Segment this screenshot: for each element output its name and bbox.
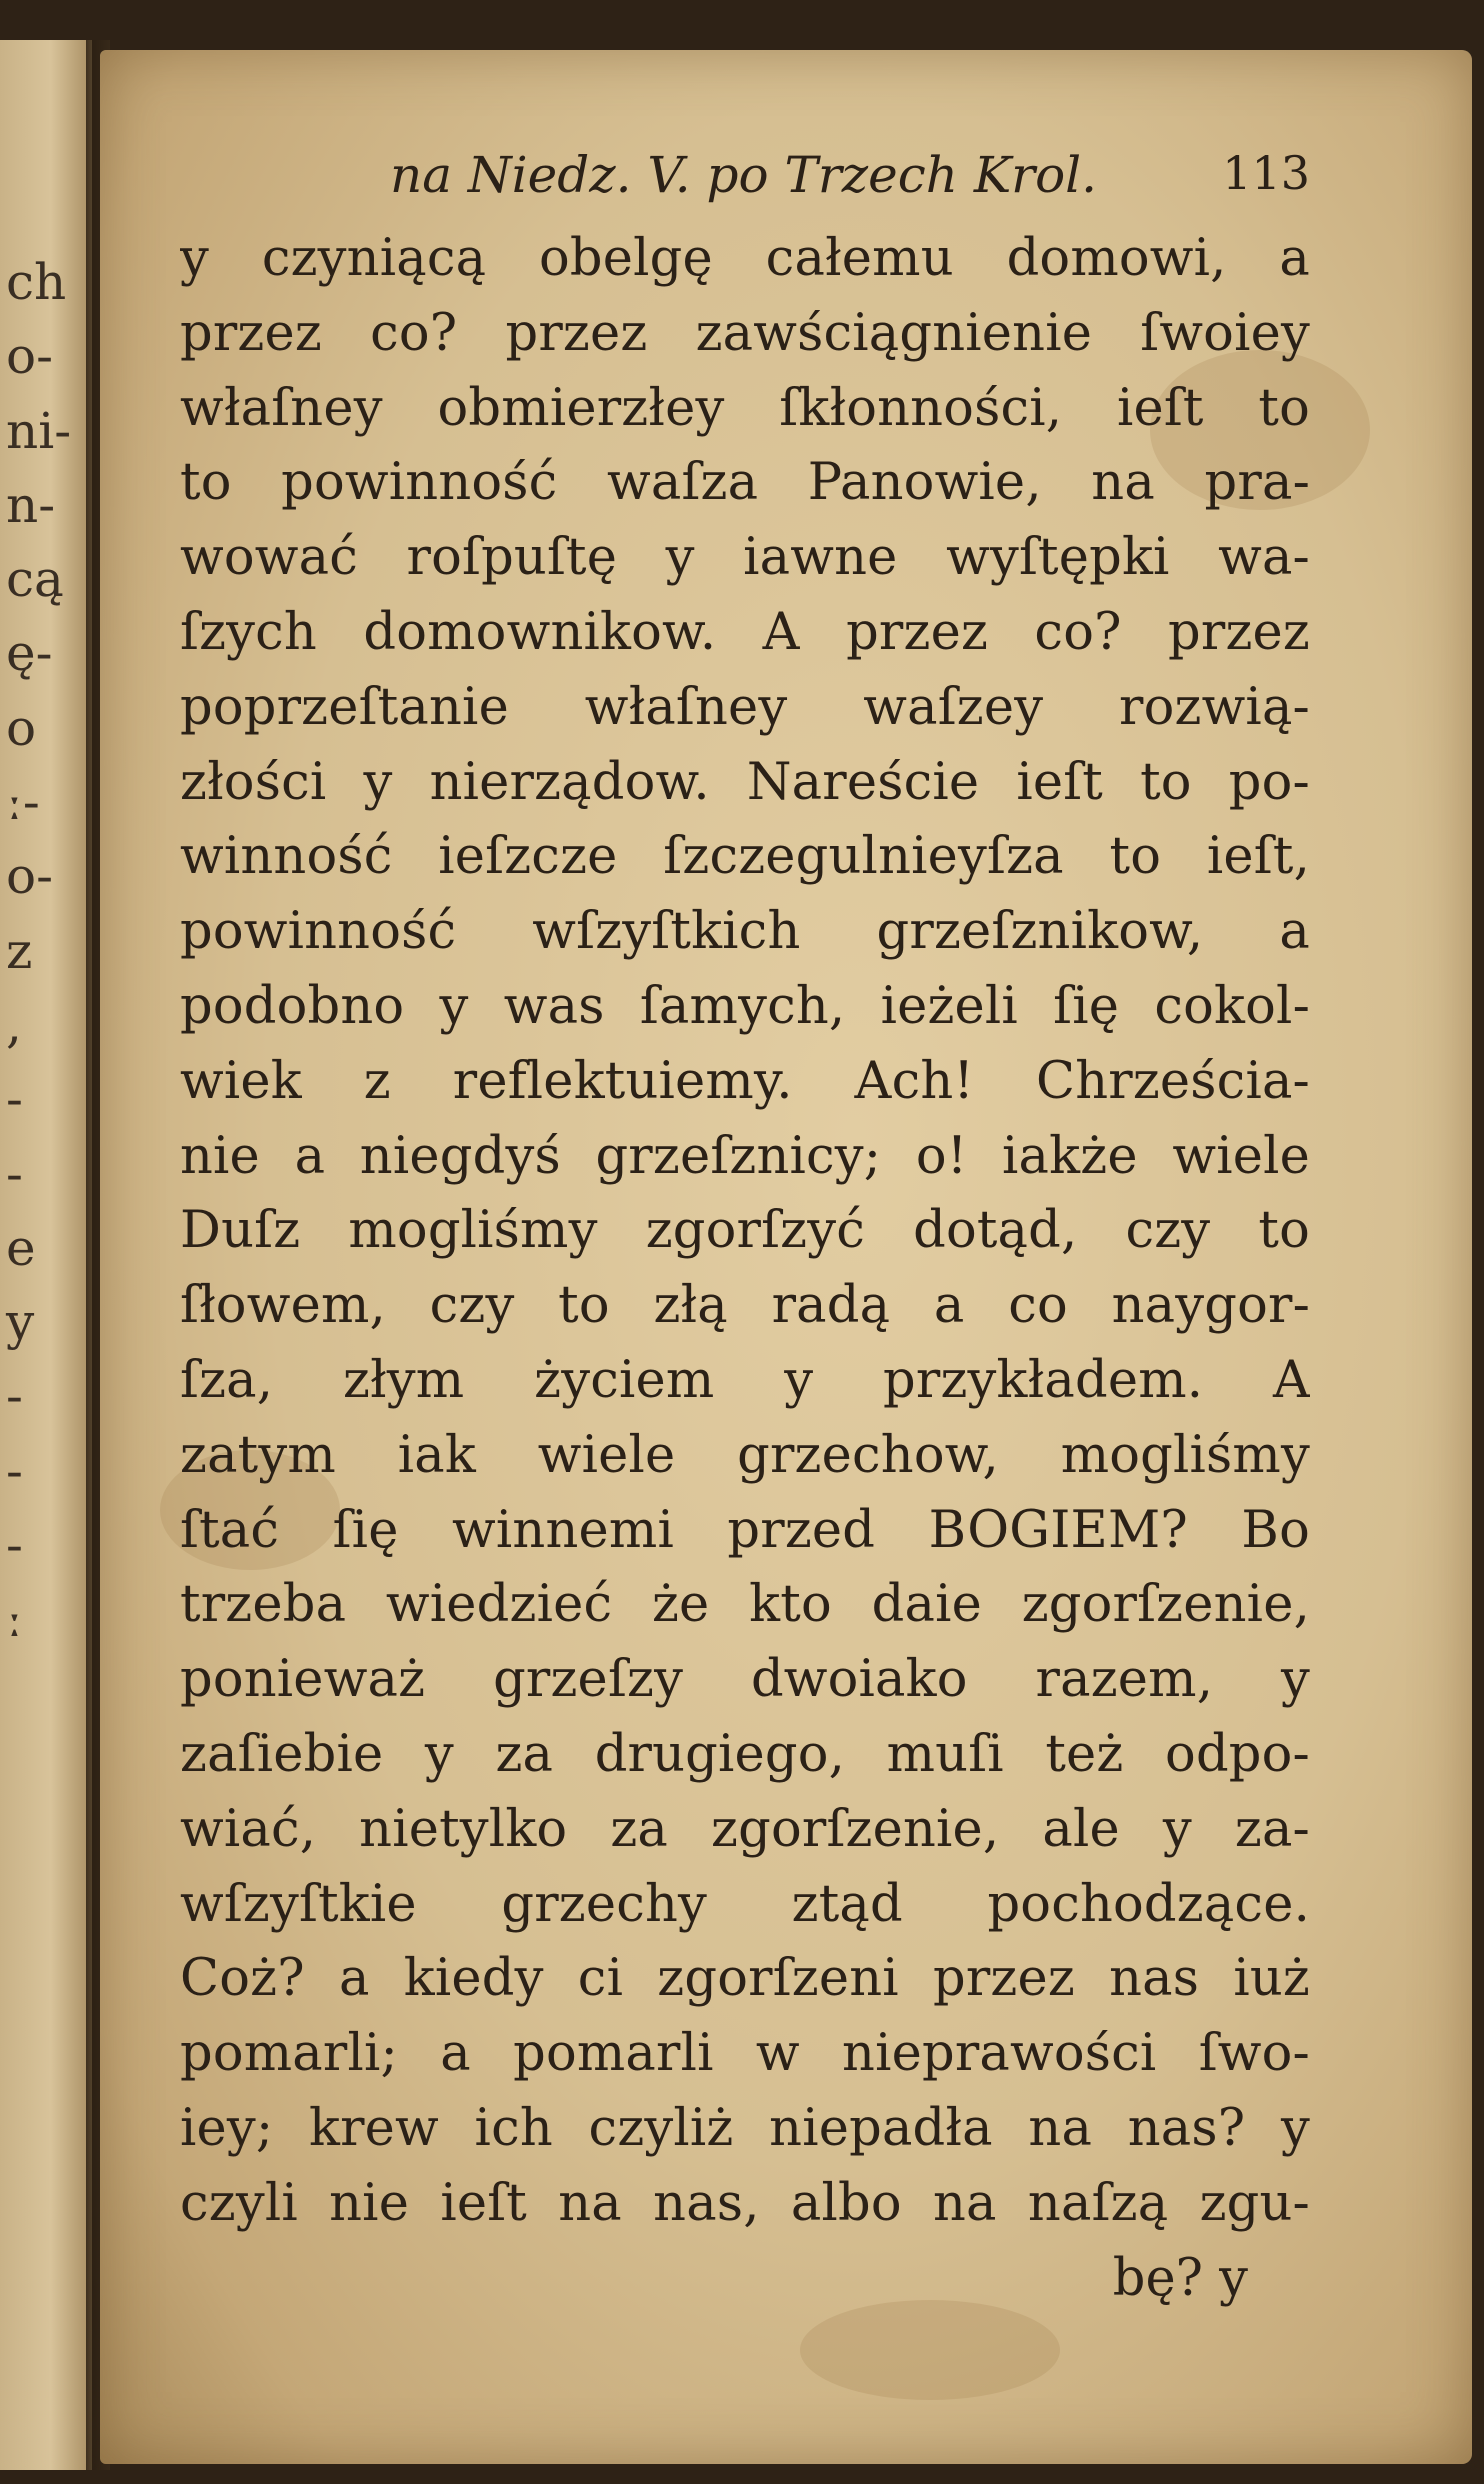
page-number: 113 [1222, 146, 1310, 200]
text-line: powinność wſzyſtkich grzeſznikow, a [180, 902, 1310, 962]
facing-page-edge [0, 40, 92, 2470]
catchword-text: bę? y [1112, 2248, 1248, 2308]
text-line: przez co? przez zawściągnienie ſwoiey [180, 303, 1310, 363]
facing-page-fragment: o [6, 698, 37, 757]
body-text [180, 222, 1420, 2242]
facing-page-fragments [6, 245, 92, 1657]
text-line: Duſz mogliśmy zgorſzyć dotąd, czy to [180, 1201, 1310, 1261]
text-line: poprzeſtanie właſney waſzey rozwią- [180, 677, 1310, 737]
text-line: wiek z reflektuiemy. Ach! Chrześcia- [180, 1051, 1310, 1111]
facing-page-fragment: cą [6, 550, 64, 609]
text-line: ſtać ſię winnemi przed BOGIEM? Bo [180, 1500, 1310, 1560]
catchword [180, 2242, 1310, 2317]
running-title: na Niedz. V. po Trzech Krol. [390, 146, 1098, 204]
text-line: ſłowem, czy to złą radą a co naygor- [180, 1276, 1310, 1336]
facing-page-fragment: ̇, [6, 995, 22, 1054]
facing-page-fragment: ː [6, 1590, 23, 1649]
facing-page-fragment: - [6, 1441, 23, 1500]
text-line: zaſiebie y za drugiego, muſi też odpo- [180, 1724, 1310, 1784]
text-line: pomarli; a pomarli w nieprawości ſwo- [180, 2024, 1310, 2084]
text-line: nie a niegdyś grzeſznicy; o! iakże wiele [180, 1126, 1310, 1186]
book-page [100, 50, 1472, 2464]
text-line: ponieważ grzeſzy dwoiako razem, y [180, 1650, 1310, 1710]
facing-page-fragment: n- [6, 475, 56, 534]
text-line: wſzyſtkie grzechy ztąd pochodzące. [180, 1874, 1310, 1934]
facing-page-fragment: ch [6, 253, 67, 311]
running-head [180, 138, 1420, 222]
facing-page-fragment: - [6, 1070, 23, 1129]
text-line: winność ieſzcze ſzczegulnieyſza to ieſt, [180, 827, 1310, 887]
text-line: y czyniącą obelgę całemu domowi, a [180, 229, 1310, 288]
text-line: to powinność waſza Panowie, na pra- [180, 453, 1310, 513]
facing-page-fragment: - [6, 1516, 23, 1575]
text-line: trzeba wiedzieć że kto daie zgorſzenie, [180, 1575, 1310, 1635]
text-line: podobno y was ſamych, ieżeli ſię cokol- [180, 976, 1310, 1036]
facing-page-fragment: - [6, 1367, 23, 1426]
text-line: ſza, złym życiem y przykładem. A [180, 1350, 1310, 1410]
facing-page-fragment: ę- [6, 624, 53, 683]
text-line: zatym iak wiele grzechow, mogliśmy [180, 1425, 1310, 1485]
facing-page-fragment: o- [6, 847, 53, 906]
text-line: wiać, nietylko za zgorſzenie, ale y za- [180, 1799, 1310, 1859]
text-line: czyli nie ieſt na nas, albo na naſzą zgu- [180, 2173, 1310, 2233]
facing-page-fragment: o- [6, 327, 53, 386]
page-content [180, 138, 1420, 2316]
text-line: wować roſpuſtę y iawne wyſtępki wa- [180, 528, 1310, 588]
facing-page-fragment: y [6, 1293, 35, 1352]
text-line: iey; krew ich czyliż niepadła na nas? y [180, 2098, 1310, 2158]
text-line: właſney obmierzłey ſkłonności, ieſt to [180, 378, 1310, 438]
text-line: złości y nierządow. Nareście ieſt to po- [180, 752, 1310, 812]
facing-page-fragment: e [6, 1218, 36, 1277]
text-line: Coż? a kiedy ci zgorſzeni przez nas iuż [180, 1949, 1310, 2009]
facing-page-fragment: - [6, 1144, 23, 1203]
facing-page-fragment: z [6, 921, 33, 980]
text-line: ſzych domownikow. A przez co? przez [180, 602, 1310, 662]
facing-page-fragment: ː- [6, 773, 40, 832]
facing-page-fragment: ni- [6, 401, 72, 460]
